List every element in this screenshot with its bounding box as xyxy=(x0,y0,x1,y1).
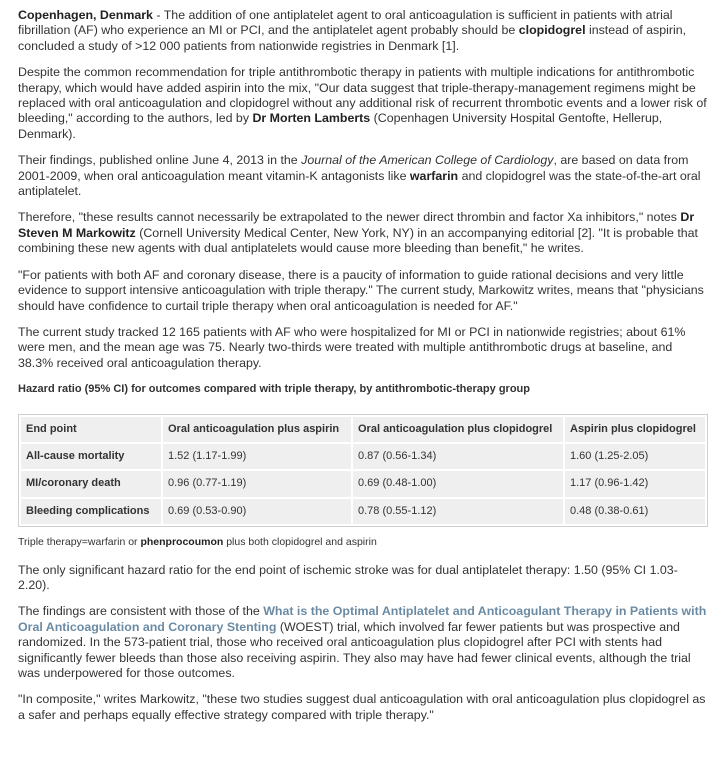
paragraph-1-text-a: - The addition of one antiplatelet agent to oral anticoagulation is sufficient in patients with atrial fibrillation (AF) who experience an MI or PCI, and the antiplatelet agent probably should be xyxy=(18,8,673,38)
paragraph-2-text-b: (Copenhagen University Hospital Gentofte, Hellerup, Denmark). xyxy=(18,111,663,141)
dateline: Copenhagen, Denmark xyxy=(18,8,153,22)
table-cell: 0.87 (0.56-1.34) xyxy=(353,444,563,469)
author-name: Dr Morten Lamberts xyxy=(252,111,371,126)
row-label: All-cause mortality xyxy=(21,444,161,469)
row-label: MI/coronary death xyxy=(21,471,161,496)
author-name: Dr Steven M Markowitz xyxy=(18,210,695,240)
table-row xyxy=(21,444,705,469)
table-row xyxy=(21,471,705,496)
table-cell: 0.96 (0.77-1.19) xyxy=(163,471,351,496)
column-header: Oral anticoagulation plus clopidogrel xyxy=(353,417,563,442)
paragraph-3-text-b: , are based on data from 2001-2009, when oral anticoagulation meant vitamin-K antagonists like xyxy=(18,153,689,183)
footnote-text-a: Triple therapy=warfarin or xyxy=(18,536,141,549)
drug-name: clopidogrel xyxy=(518,23,586,38)
journal-name: Journal of the American College of Cardiology xyxy=(301,153,554,168)
table-cell: 1.60 (1.25-2.05) xyxy=(565,444,705,469)
table-cell: 1.17 (0.96-1.42) xyxy=(565,471,705,496)
paragraph-8 xyxy=(18,604,709,681)
paragraph-6: The current study tracked 12 165 patients with AF who were hospitalized for MI or PCI in nationwide registries; about 61% were men, and the mean age was 75. Nearly two-thirds were treated with multiple antithrombotic drugs at baseline, and 38.3% received oral anticoagulation therapy. xyxy=(18,324,686,370)
woest-trial-link[interactable]: What is the Optimal Antiplatelet and Anticoagulant Therapy in Patients with Oral Anticoagulation and Coronary Stenting xyxy=(18,604,707,634)
paragraph-3-text-c: and clopidogrel was the state-of-the-art oral antiplatelet. xyxy=(18,168,701,199)
table-row xyxy=(21,499,705,524)
column-header: End point xyxy=(21,417,161,442)
paragraph-3 xyxy=(18,153,709,199)
paragraph-7: The only significant hazard ratio for the end point of ischemic stroke was for dual antiplatelet therapy: 1.50 (95% CI 1.03-2.20). xyxy=(18,562,678,592)
table-cell: 1.52 (1.17-1.99) xyxy=(163,444,351,469)
table-footnote xyxy=(18,535,709,550)
row-label: Bleeding complications xyxy=(21,499,161,524)
paragraph-4 xyxy=(18,210,709,256)
paragraph-5: "For patients with both AF and coronary disease, there is a paucity of information to guide rational decisions and very little evidence to support intensive anticoagulation with triple therapy." The current study, Markowitz writes, means that "physicians should have confidence to curtail triple therapy when oral anticoagulation is needed for AF." xyxy=(18,267,704,313)
paragraph-4-text-a: Therefore, "these results cannot necessarily be extrapolated to the newer direct thrombin and factor Xa inhibitors," notes xyxy=(18,210,681,225)
table-header-row xyxy=(21,417,705,442)
paragraph-2 xyxy=(18,65,709,142)
column-header: Aspirin plus clopidogrel xyxy=(565,417,705,442)
hazard-ratio-table xyxy=(18,414,708,528)
paragraph-9: "In composite," writes Markowitz, "these two studies suggest dual anticoagulation with oral anticoagulation plus clopidogrel as a safer and perhaps equally effective strategy compared with triple therapy." xyxy=(18,692,706,722)
paragraph-3-text-a: Their findings, published online June 4, 2013 in the xyxy=(18,153,302,168)
column-header: Oral anticoagulation plus aspirin xyxy=(163,417,351,442)
table-title: Hazard ratio (95% CI) for outcomes compared with triple therapy, by antithrombotic-therapy group xyxy=(18,383,530,396)
paragraph-8-text-a: The findings are consistent with those of the xyxy=(18,604,264,619)
footnote-text-b: plus both clopidogrel and aspirin xyxy=(223,536,377,549)
drug-name: phenprocoumon xyxy=(140,536,224,549)
drug-name: warfarin xyxy=(409,168,459,183)
table-cell: 0.48 (0.38-0.61) xyxy=(565,499,705,524)
table-cell: 0.69 (0.48-1.00) xyxy=(353,471,563,496)
paragraph-8-text-b: (WOEST) trial, which involved far fewer patients but was prospective and randomized. In the 573-patient trial, those who received oral anticoagulation plus clopidogrel after PCI with stents had significantly fewer bleeds than those also receiving aspirin. They also may have had fewer clinical events, although the trial was underpowered for those outcomes. xyxy=(18,619,691,680)
paragraph-1-text-b: instead of aspirin, concluded a study of >12 000 patients from nationwide registries in Denmark [1]. xyxy=(18,23,687,53)
paragraph-1 xyxy=(18,8,709,54)
table-cell: 0.69 (0.53-0.90) xyxy=(163,499,351,524)
table-cell: 0.78 (0.55-1.12) xyxy=(353,499,563,524)
paragraph-4-text-b: (Cornell University Medical Center, New York, NY) in an accompanying editorial [2]. "It is probable that combining these new agents with dual antiplatelets would cause more bleeding than benefit," he writes. xyxy=(18,225,698,256)
paragraph-2-text-a: Despite the common recommendation for triple antithrombotic therapy in patients with multiple indications for antithrombotic therapy, which would have added aspirin into the mix, "Our data suggest that triple-therapy-management regimens might be replaced with oral anticoagulation and clopidogrel without any additional risk of recurrent thrombotic events and a lower risk of bleeding," according to the authors, led by xyxy=(18,65,707,126)
